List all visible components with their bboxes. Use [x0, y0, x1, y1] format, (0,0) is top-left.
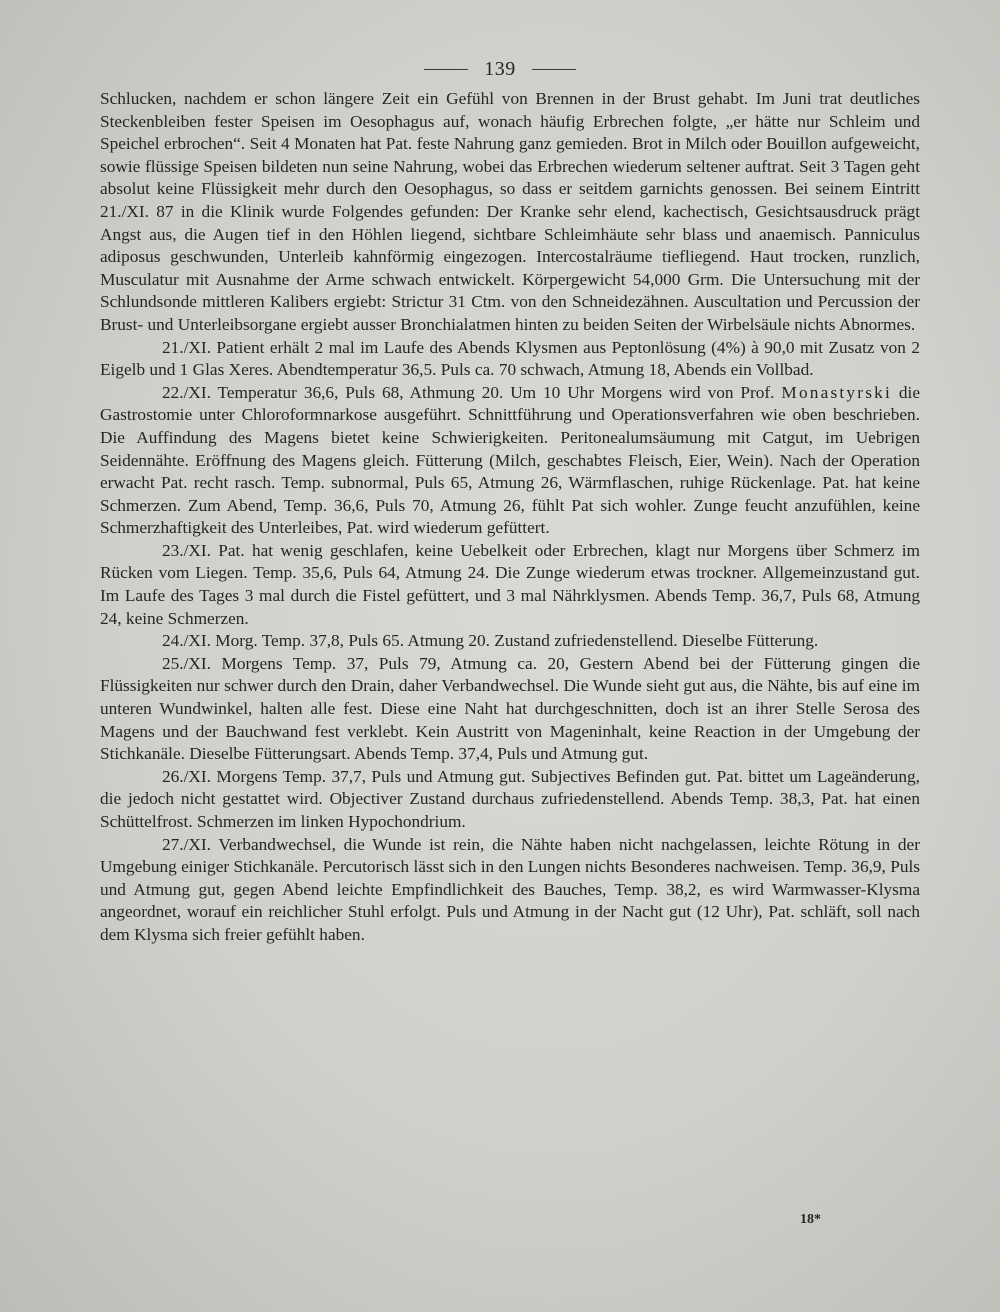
- text-run: Schlucken, nachdem er schon längere Zeit ein Gefühl von Brennen in der Brust gehabt. Im Juni trat deutliches Steckenbleiben fester Speisen im Oesophagus auf, wonach häufig Erbrechen folgte, „er hätte nur Schleim und Speichel erbrochen“. Seit 4 Monaten hat Pat. feste Nahrung ganz gemieden. Brot in Milch oder Bouillon aufgeweicht, sowie flüssige Speisen bildeten nun seine Nahrung, wobei das Erbrechen wiederum seltener auftrat. Seit 3 Tagen geht absolut keine Flüssigkeit mehr durch den Oesophagus, so dass er seitdem garnichts genossen. Bei seinem Eintritt 21./XI. 87 in die Klinik wurde Folgendes gefunden: Der Kranke sehr elend, kachectisch, Gesichtsausdruck prägt Angst aus, die Augen tief in den Höhlen liegend, sichtbare Schleimhäute sehr blass und anaemisch. Panniculus adiposus geschwunden, Unterleib kahnförmig eingezogen. Intercostalräume tiefliegend. Haut trocken, runzlich, Musculatur mit Ausnahme der Arme schwach entwickelt. Körpergewicht 54,000 Grm. Die Untersuchung mit der Schlundsonde mittleren Kalibers ergiebt: Strictur 31 Ctm. von den Schneidezähnen. Auscultation und Percussion der Brust- und Unterleibsorgane ergiebt ausser Bronchialatmen hinten zu beiden Seiten der Wirbelsäule nichts Abnormes.: [100, 89, 920, 334]
- signature-mark: 18*: [800, 1212, 821, 1227]
- paragraph: [100, 653, 920, 766]
- text-run: 27./XI. Verbandwechsel, die Wunde ist rein, die Nähte haben nicht nachgelassen, leichte Rötung in der Umgebung einiger Stichkanäle. Percutorisch lässt sich in den Lungen nichts Besonderes nachweisen. Temp. 36,9, Puls und Atmung gut, gegen Abend leichte Empfindlichkeit des Bauches, Temp. 38,2, es wird Warmwasser-Klysma angeordnet, worauf ein reichlicher Stuhl erfolgt. Puls und Atmung in der Nacht gut (12 Uhr), Pat. schläft, soll nach dem Klysma sich freier gefühlt haben.: [100, 834, 920, 944]
- spaced-name: Monastyrski: [781, 382, 892, 402]
- body-text: [100, 88, 920, 947]
- header-rule-right: [532, 69, 576, 70]
- text-run: 25./XI. Morgens Temp. 37, Puls 79, Atmung ca. 20, Gestern Abend bei der Fütterung gingen die Flüssigkeiten nur schwer durch den Drain, daher Verbandwechsel. Die Wunde sieht gut aus, die Nähte, bis auf eine im unteren Wundwinkel, halten alle fest. Diese eine Naht hat durchgeschnitten, doch ist an ihrer Stelle Serosa des Magens und der Bauchwand fest verklebt. Kein Austritt von Mageninhalt, keine Reaction in der Umgebung der Stichkanäle. Dieselbe Fütterungsart. Abends Temp. 37,4, Puls und Atmung gut.: [100, 653, 920, 764]
- text-run: die Gastrostomie unter Chloroformnarkose ausgeführt. Schnittführung und Operationsverfahren wie oben beschrieben. Die Auffindung des Magens bietet keine Schwierigkeiten. Peritonealumsäumung mit Catgut, im Uebrigen Seidennähte. Eröffnung des Magens gleich. Fütterung (Milch, geschabtes Fleisch, Eier, Wein). Nach der Operation erwacht Pat. recht rasch. Temp. subnormal, Puls 65, Atmung 26, Wärmflaschen, ruhige Rückenlage. Pat. hat keine Schmerzen. Zum Abend, Temp. 36,6, Puls 70, Atmung 26, fühlt Pat sich wohler. Zunge feucht anzufühlen, keine Schmerzhaftigkeit des Unterleibes, Pat. wird wiederum gefüttert.: [100, 382, 920, 538]
- paragraph: [100, 834, 920, 947]
- page-header: [0, 58, 1000, 81]
- header-rule-left: [424, 69, 468, 70]
- text-run: 26./XI. Morgens Temp. 37,7, Puls und Atmung gut. Subjectives Befinden gut. Pat. bittet um Lageänderung, die jedoch nicht gestattet wird. Objectiver Zustand durchaus zufriedenstellend. Abends Temp. 38,3, Pat. hat einen Schüttelfrost. Schmerzen im linken Hypochondrium.: [100, 766, 920, 831]
- paragraph: [100, 337, 920, 382]
- page-number: 139: [484, 58, 516, 80]
- text-run: 23./XI. Pat. hat wenig geschlafen, keine Uebelkeit oder Erbrechen, klagt nur Morgens über Schmerz im Rücken vom Liegen. Temp. 35,6, Puls 64, Atmung 24. Die Zunge wiederum etwas trockner. Allgemeinzustand gut. Im Laufe des Tages 3 mal durch die Fistel gefüttert, und 3 mal Nährklysmen. Abends Temp. 36,7, Puls 68, Atmung 24, keine Schmerzen.: [100, 540, 920, 628]
- paragraph: [100, 540, 920, 630]
- paragraph: [100, 630, 920, 653]
- paragraph: [100, 88, 920, 337]
- text-run: 24./XI. Morg. Temp. 37,8, Puls 65. Atmung 20. Zustand zufriedenstellend. Dieselbe Fütterung.: [162, 631, 819, 651]
- text-run: 21./XI. Patient erhält 2 mal im Laufe des Abends Klysmen aus Peptonlösung (4%) à 90,0 mit Zusatz von 2 Eigelb und 1 Glas Xeres. Abendtemperatur 36,5. Puls ca. 70 schwach, Atmung 18, Abends ein Vollbad.: [100, 337, 920, 380]
- paragraph: [100, 766, 920, 834]
- text-run: 22./XI. Temperatur 36,6, Puls 68, Athmung 20. Um 10 Uhr Morgens wird von Prof.: [162, 382, 782, 402]
- paragraph: [100, 382, 920, 540]
